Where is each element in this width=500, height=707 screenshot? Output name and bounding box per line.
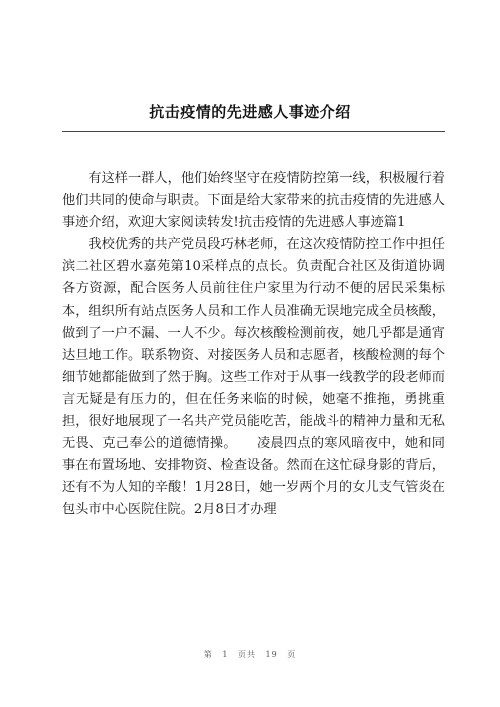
footer-middle: 页共	[237, 650, 256, 659]
footer-suffix: 页	[287, 650, 297, 659]
document-title: 抗击疫情的先进感人事迹介绍	[149, 103, 351, 121]
footer-total-pages: 19	[265, 650, 278, 659]
paragraph-story: 我校优秀的共产党员段巧林老师，在这次疫情防控工作中担任滨二社区碧水嘉苑第10采样点的点长。负责配合社区及街道协调各方资源，配合医务人员前往住户家里为行动不便的居民采集标本，组织所有站点医务人员和工作人员准确无误地完成全员核酸，做到了一户不漏、一人不少。每次核酸检测前夜，她几乎都是通宵达旦地工作。联系物资、对接医务人员和志愿者，核酸检测的每个细节她都能做到了然于胸。这些工作对于从事一线教学的段老师而言无疑是有压力的，但在任务来临的时候，她毫不推拖，勇挑重担，很好地展现了一名共产党员能吃苦，能战斗的精神力量和无私无畏、克己奉公的道德情操。 凌晨四点的寒风暗夜中，她和同事在布置场地、安排物资、检查设备。然而在这忙碌身影的背后，还有不为人知的辛酸！1月28日，她一岁两个月的女儿支气管炎在包头市中心医院住院。2月8日才办理	[62, 237, 445, 518]
title-divider	[62, 131, 445, 132]
paragraph-intro: 有这样一群人，他们始终坚守在疫情防控第一线，积极履行着他们共同的使命与职责。下面是给大家带来的抗击疫情的先进感人事迹介绍，欢迎大家阅读转发!抗击疫情的先进感人事迹篇1	[62, 171, 445, 231]
document-body	[62, 168, 445, 522]
footer-current-page: 1	[222, 650, 229, 659]
footer-prefix: 第	[203, 650, 213, 659]
page-footer	[0, 649, 500, 660]
